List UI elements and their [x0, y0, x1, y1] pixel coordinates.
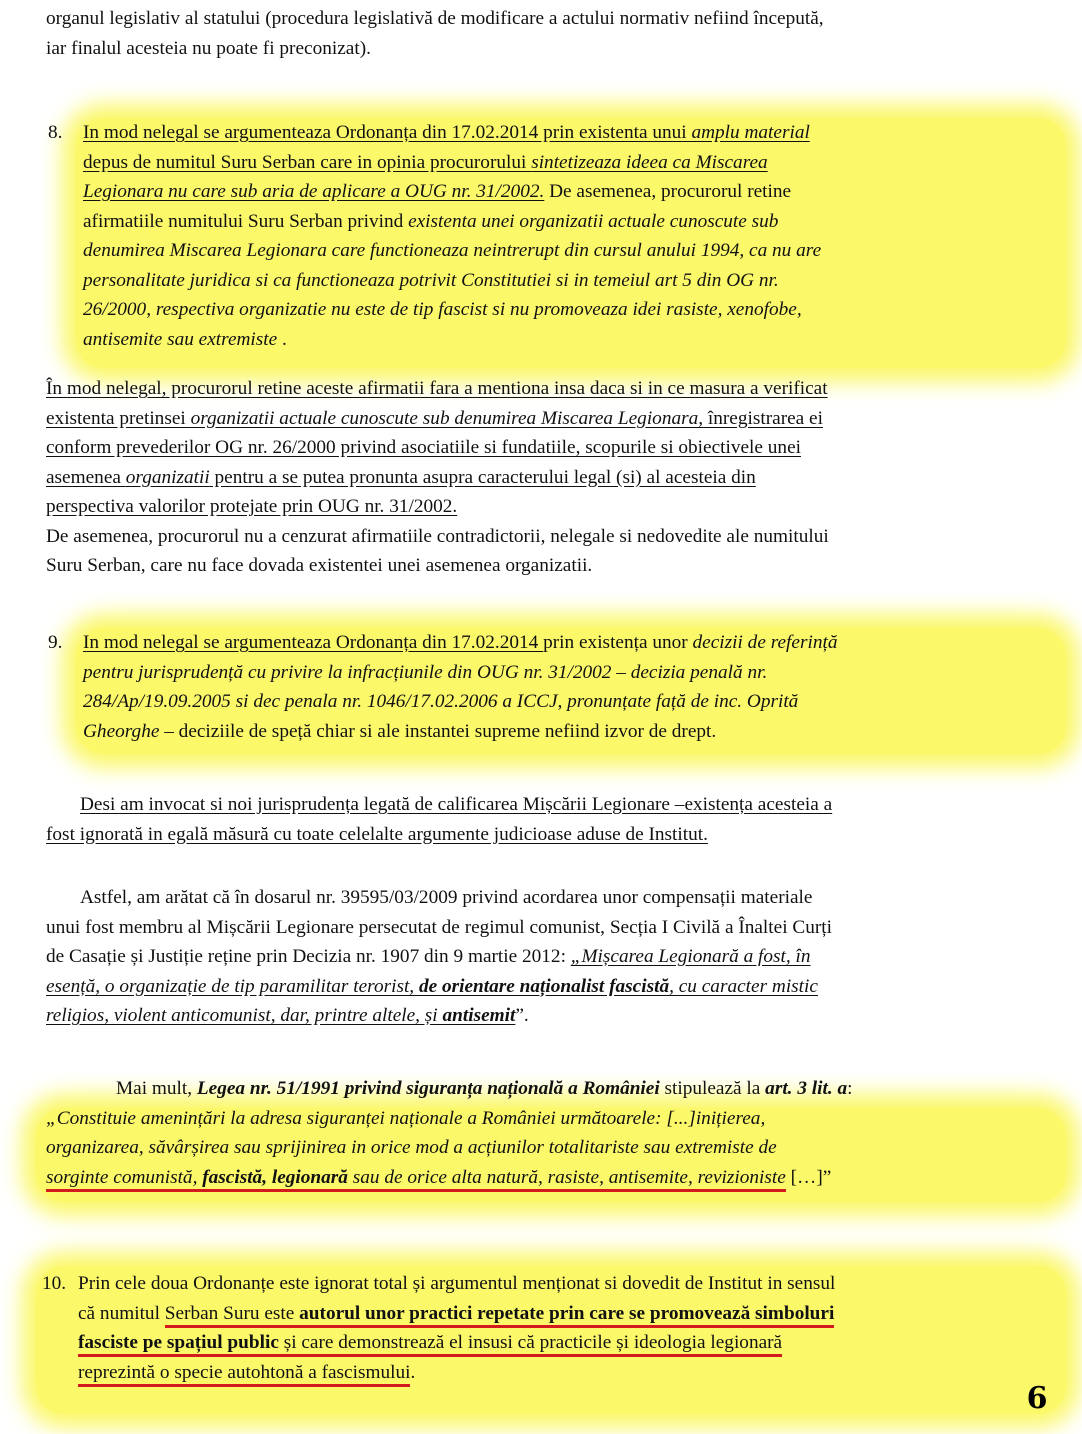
- decision-line5-quote: religios, violent anticomunist, dar, printre altele, și: [46, 1005, 443, 1026]
- decision-line4-bold: de orientare naționalist fascistă: [418, 975, 670, 997]
- p8-line1-italic: amplu material: [691, 122, 810, 143]
- p8-line1-text: In mod nelegal se argumenteaza Ordonanța din 17.02.2014 prin existenta unui: [83, 122, 692, 143]
- intro-paragraph: [46, 4, 1058, 63]
- p8-critique-line5: perspectiva valorilor protejate prin OUG nr. 31/2002.: [46, 496, 458, 517]
- decision-paragraph: [46, 883, 1058, 1031]
- jurisprudence-line2: fost ignorată in egală măsură cu toate celelalte argumente judicioase aduse de Institut.: [46, 823, 708, 845]
- p8-critique-line3: conform prevederilor OG nr. 26/2000 privind asociatiile si fundatiile, scopurile si obiectivele unei: [46, 437, 801, 458]
- p8-critique-line2-end: înregistrarea ei: [703, 407, 823, 429]
- law-line1-end: :: [847, 1078, 853, 1099]
- p8-line3-italic: Legionara nu care sub aria de aplicare a OUG nr. 31/2002.: [83, 181, 545, 202]
- jurisprudence-line1: Desi am invocat si noi jurisprudența legată de calificarea Mișcării Legionare –existența acesteia a: [80, 794, 833, 815]
- decision-line3: de Casație și Justiție reține prin Decizia nr. 1907 din 9 martie 2012:: [46, 946, 571, 967]
- p10-line1: Prin cele doua Ordonanțe este ignorat total și argumentul menționat si dovedit de Institut in sensul: [78, 1273, 836, 1294]
- decision-line5-bold: antisemit: [442, 1005, 516, 1026]
- p10-line4: reprezintă o specie autohtonă a fascismului: [78, 1362, 410, 1387]
- decision-line4-quote-end: , cu caracter mistic: [669, 975, 818, 997]
- p10-line2-start: că numitul: [78, 1302, 165, 1324]
- decision-line3-quote: „Mișcarea Legionară a fost, în: [570, 946, 811, 967]
- law-quote-line3-close: […]”: [785, 1166, 832, 1188]
- p8-line5-italic: denumirea Miscarea Legionara care functioneaza neintrerupt din cursul anului 1994, ca nu are: [83, 240, 822, 261]
- law-line1-title: Legea nr. 51/1991 privind siguranța națională a României: [196, 1078, 660, 1099]
- p8-critique-line4-italic: organizatii: [125, 466, 210, 488]
- paragraph-8-number: 8.: [48, 122, 63, 143]
- p10-line3-text: și care demonstrează el insusi că practicile și ideologia legionară: [278, 1332, 783, 1353]
- p9-line4-text: – deciziile de speță chiar si ale instantei supreme nefiind izvor de drept.: [159, 720, 717, 742]
- law-quote-line3-bold: fascistă, legionară: [202, 1166, 348, 1188]
- law-line1-start: Mai mult,: [116, 1078, 197, 1099]
- p8-line4-italic: existenta unei organizatii actuale cunoscute sub: [408, 210, 779, 232]
- p8-line3-text: De asemenea, procurorul retine: [544, 181, 792, 202]
- decision-line5-end: ”.: [515, 1005, 529, 1026]
- p10-line2-name: Serban Suru este: [164, 1302, 300, 1324]
- paragraph-10: [78, 1269, 1058, 1387]
- p8-line6-italic: personalitate juridica si ca functioneaza potrivit Constitutiei si in temeiul art 5 din OG nr.: [83, 269, 779, 291]
- p8-line7-italic: 26/2000, respectiva organizatie nu este de tip fascist si nu promoveaza idei rasiste, xenofobe,: [83, 299, 802, 320]
- p8-line4-text: afirmatiile numitului Suru Serban privind: [83, 210, 409, 232]
- p9-line4-italic: Gheorghe: [83, 720, 160, 742]
- p8-line8-text: .: [277, 328, 287, 350]
- p8-line8-italic: antisemite sau extremiste: [83, 328, 278, 350]
- decision-line4-quote: esență, o organizație de tip paramilitar terorist,: [46, 975, 419, 997]
- decision-line1: Astfel, am arătat că în dosarul nr. 39595/03/2009 privind acordarea unor compensații materiale: [80, 887, 813, 908]
- law-line1-mid: stipulează la: [659, 1078, 766, 1099]
- page-number: 6: [1026, 1381, 1048, 1416]
- p9-line3-italic: 284/Ap/19.09.2005 si dec penala nr. 1046/17.02.2006 a ICCJ, pronunțate față de inc. Oprită: [83, 691, 799, 712]
- paragraph-9-number: 9.: [48, 632, 63, 653]
- p9-line2-italic: pentru jurisprudență cu privire la infracțiunile din OUG nr. 31/2002 – decizia penală nr.: [83, 661, 768, 683]
- p8-conclusion-line2: Suru Serban, care nu face dovada existentei unei asemenea organizatii.: [46, 555, 593, 576]
- law-quote-line1: „Constituie amenințări la adresa siguranței naționale a României următoarele: [...]inițierea,: [46, 1107, 766, 1129]
- law-quote-line3: sorginte comunistă,: [46, 1166, 203, 1188]
- p8-line2-text: depus de numitul Suru Serban care in opinia procurorului: [83, 151, 532, 173]
- paragraph-8: [83, 118, 1058, 354]
- p8-critique-line4-end: pentru a se putea pronunta asupra caracterului legal (si) al acesteia din: [209, 466, 756, 488]
- decision-line2: unui fost membru al Mișcării Legionare persecutat de regimul comunist, Secția I Civilă a Înaltei Curți: [46, 916, 833, 938]
- p8-critique-line2: existenta pretinsei: [46, 407, 191, 429]
- law-line1-article: art. 3 lit. a: [765, 1078, 848, 1099]
- p9-line1-text: prin existența unor: [543, 632, 693, 653]
- law-quote-line2: organizarea, săvârșirea sau sprijinirea in orice mod a acțiunilor totalitariste sau extremiste de: [46, 1137, 777, 1158]
- jurisprudence-paragraph: [46, 790, 1058, 849]
- p8-critique-line1: În mod nelegal, procurorul retine aceste afirmatii fara a mentiona insa daca si in ce masura a verificat: [46, 378, 828, 399]
- intro-line-2: iar finalul acesteia nu poate fi preconizat).: [46, 37, 371, 59]
- p10-line2-bold: autorul unor practici repetate prin care se promovează simboluri: [299, 1302, 835, 1324]
- p8-critique-line4: asemenea: [46, 466, 126, 488]
- paragraph-8-critique: [46, 374, 1058, 581]
- law-paragraph: [46, 1074, 1058, 1192]
- p8-conclusion-line1: De asemenea, procurorul nu a cenzurat afirmatiile contradictorii, nelegale si nedovedite ale numitului: [46, 525, 829, 547]
- p10-line4-end: .: [410, 1361, 416, 1383]
- law-quote-line3-end: sau de orice alta natură, rasiste, antisemite, revizioniste: [347, 1166, 786, 1188]
- intro-line-1: organul legislativ al statului (procedura legislativă de modificare a actului normativ nefiind începută,: [46, 8, 824, 29]
- p10-line3-bold: fasciste pe spațiul public: [78, 1332, 279, 1353]
- p8-line2-italic: sintetizeaza ideea ca Miscarea: [531, 151, 768, 173]
- paragraph-9: [83, 628, 1058, 746]
- p8-critique-line2-italic: organizatii actuale cunoscute sub denumirea Miscarea Legionara,: [190, 407, 704, 429]
- p9-line1-underlined: In mod nelegal se argumenteaza Ordonanța din 17.02.2014: [83, 632, 544, 653]
- paragraph-10-number: 10.: [42, 1273, 67, 1294]
- p9-line1-italic: decizii de referință: [692, 632, 838, 653]
